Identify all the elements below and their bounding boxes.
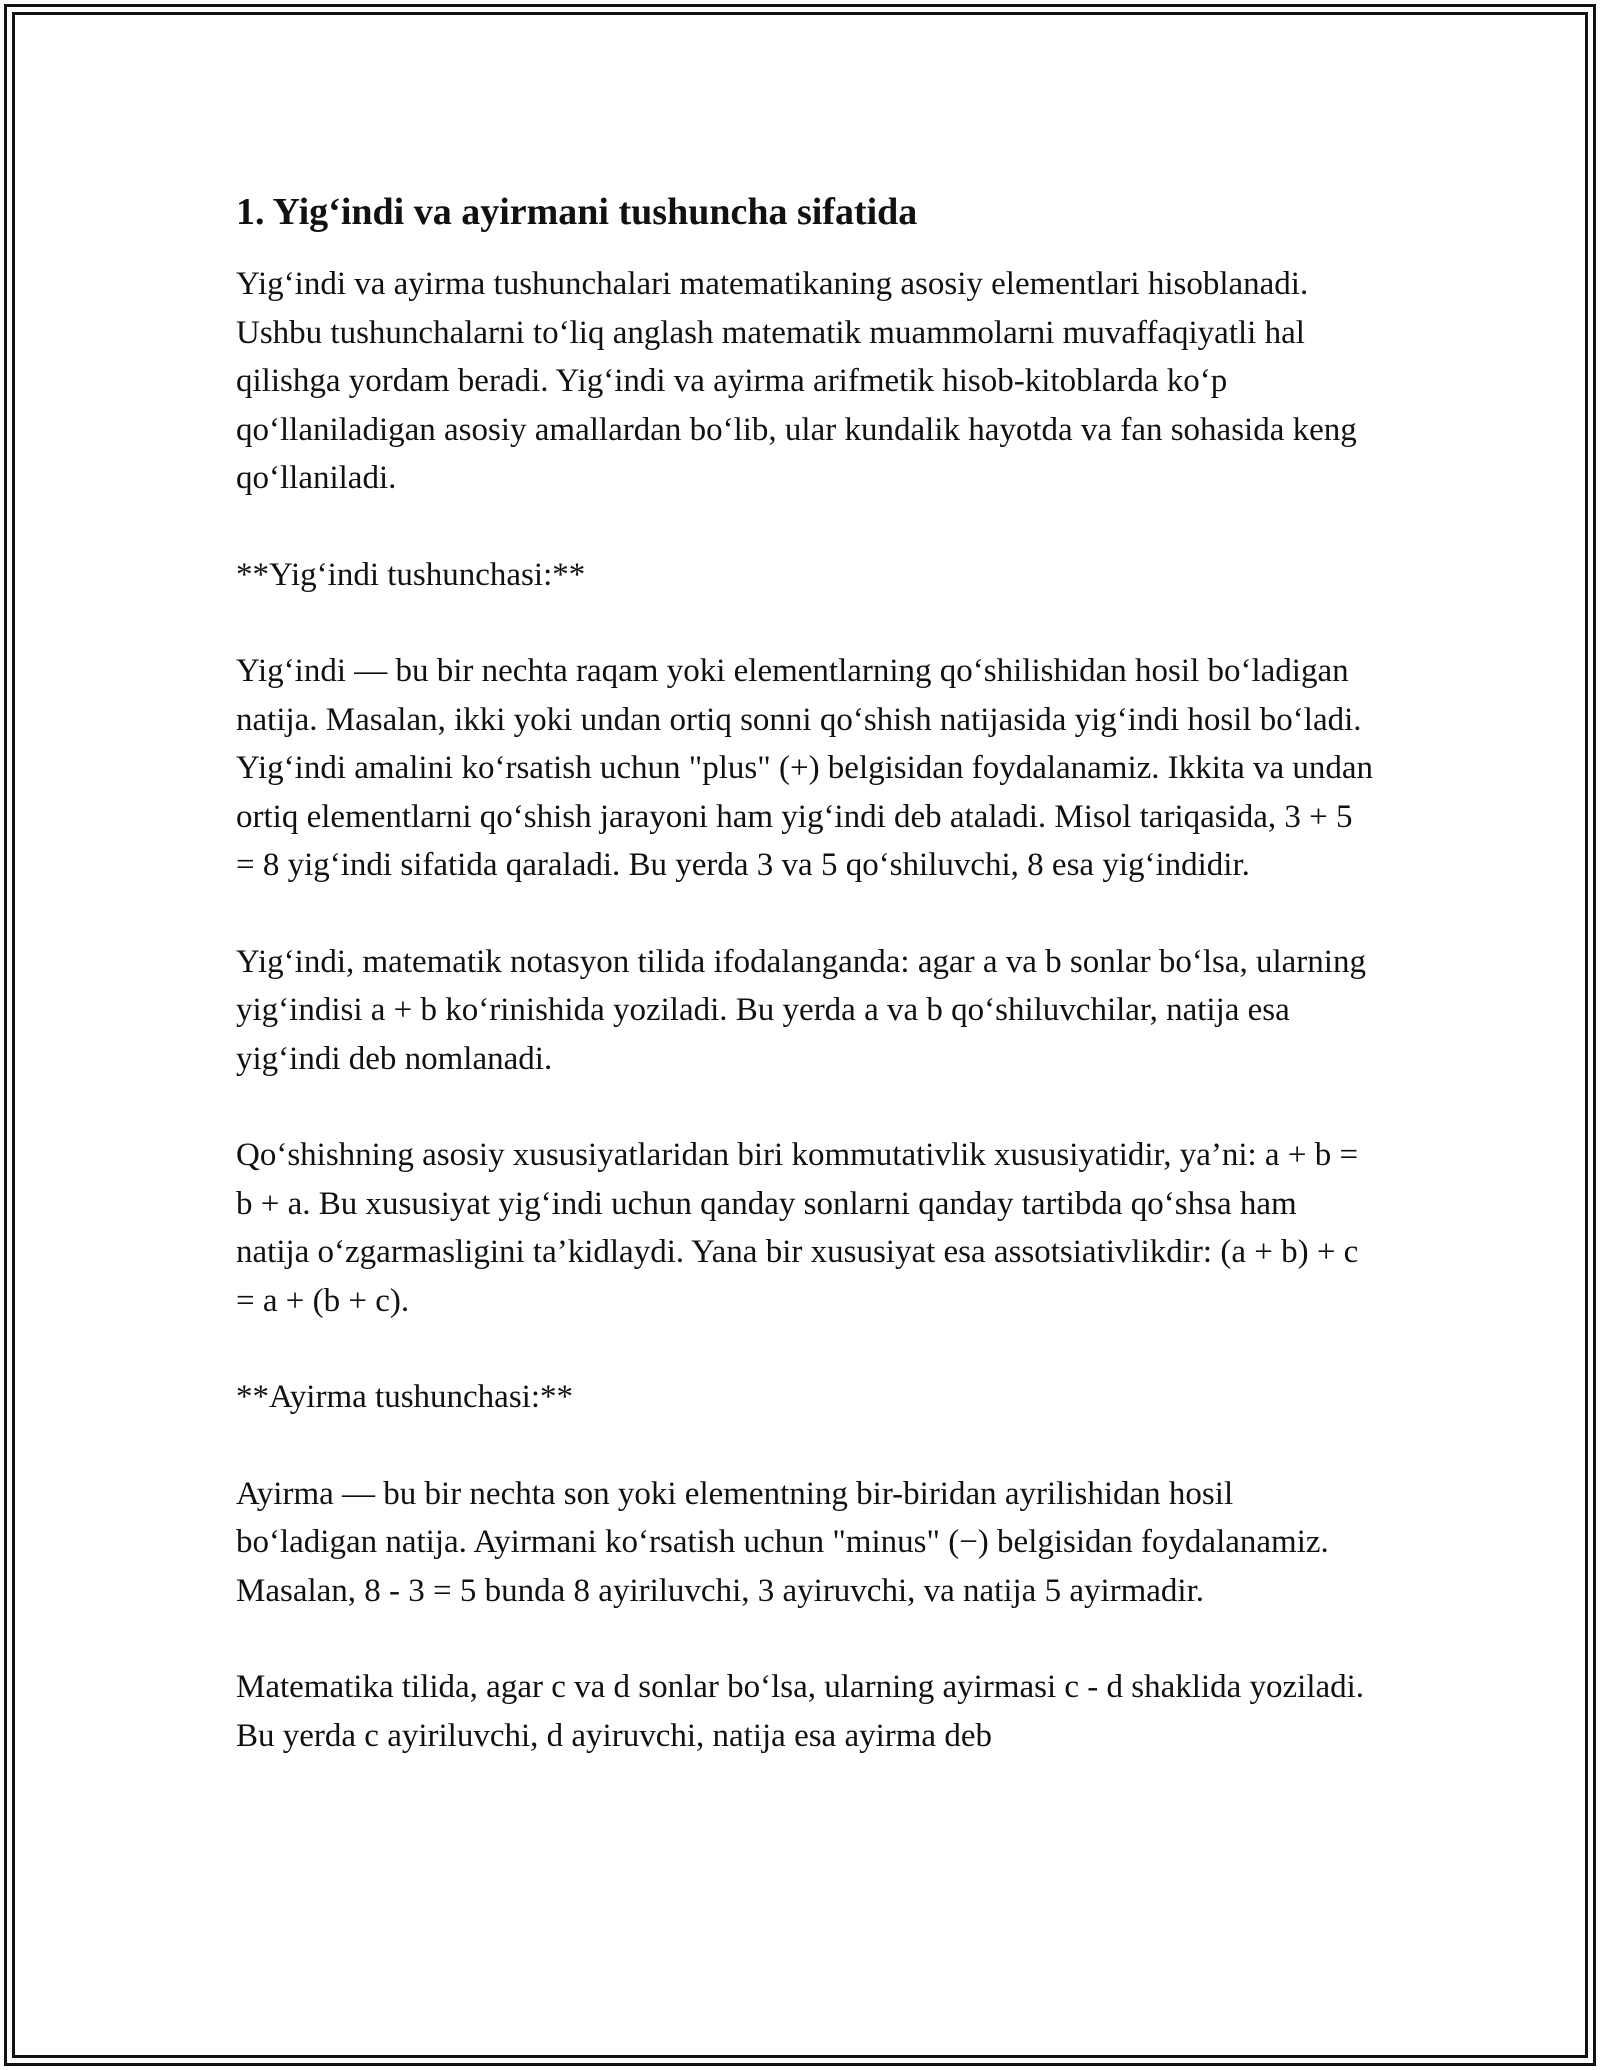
- difference-notation-paragraph: Matematika tilida, agar c va d sonlar bo‘lsa, ularning ayirmasi c - d shaklida yoziladi. Bu yerda c ayiriluvchi, d ayiruvchi, natija esa ayirma deb: [236, 1669, 1365, 1754]
- sum-definition-paragraph: Yig‘indi — bu bir nechta raqam yoki elementlarning qo‘shilishidan hosil bo‘ladigan natija. Masalan, ikki yoki undan ortiq sonni qo‘shish natijasida yig‘indi hosil bo‘ladi. Yig‘indi amalini ko‘rsatish uchun "plus" (+) belgisidan foydalanamiz. Ikkita va undan ortiq elementlarni qo‘shish jarayoni ham yig‘indi deb ataladi. Misol tariqasida, 3 + 5 = 8 yig‘indi sifatida qaraladi. Bu yerda 3 va 5 qo‘shiluvchi, 8 esa yig‘indidir.: [236, 653, 1374, 883]
- intro-paragraph: Yig‘indi va ayirma tushunchalari matematikaning asosiy elementlari hisoblanadi. Ushbu tushunchalarni to‘liq anglash matematik muammolarni muvaffaqiyatli hal qilishga yordam beradi. Yig‘indi va ayirma arifmetik hisob-kitoblarda ko‘p qo‘llaniladigan asosiy amallardan bo‘lib, ular kundalik hayotda va fan sohasida keng qo‘llaniladi.: [236, 266, 1357, 496]
- sum-subheading: **Yig‘indi tushunchasi:**: [236, 556, 586, 593]
- difference-definition-paragraph: Ayirma — bu bir nechta son yoki elementning bir-biridan ayrilishidan hosil bo‘ladigan natija. Ayirmani ko‘rsatish uchun "minus" (−) belgisidan foydalanamiz. Masalan, 8 - 3 = 5 bunda 8 ayiriluvchi, 3 ayiruvchi, va natija 5 ayirmadir.: [236, 1475, 1329, 1609]
- sum-properties-paragraph: Qo‘shishning asosiy xususiyatlaridan biri kommutativlik xususiyatidir, ya’ni: a + b = b + a. Bu xususiyat yig‘indi uchun qanday sonlarni qanday tartibda qo‘shsa ham natija o‘zgarmasligini ta’kidlaydi. Yana bir xususiyat esa assotsiativlikdir: (a + b) + c = a + (b + c).: [236, 1137, 1359, 1319]
- sum-notation-paragraph: Yig‘indi, matematik notasyon tilida ifodalanganda: agar a va b sonlar bo‘lsa, ularning yig‘indisi a + b ko‘rinishida yoziladi. Bu yerda a va b qo‘shiluvchilar, natija esa yig‘indi deb nomlanadi.: [236, 943, 1366, 1077]
- section-heading: 1. Yig‘indi va ayirmani tushuncha sifatida: [236, 191, 918, 233]
- difference-subheading: **Ayirma tushunchasi:**: [236, 1379, 574, 1415]
- document-body: [236, 186, 1376, 1808]
